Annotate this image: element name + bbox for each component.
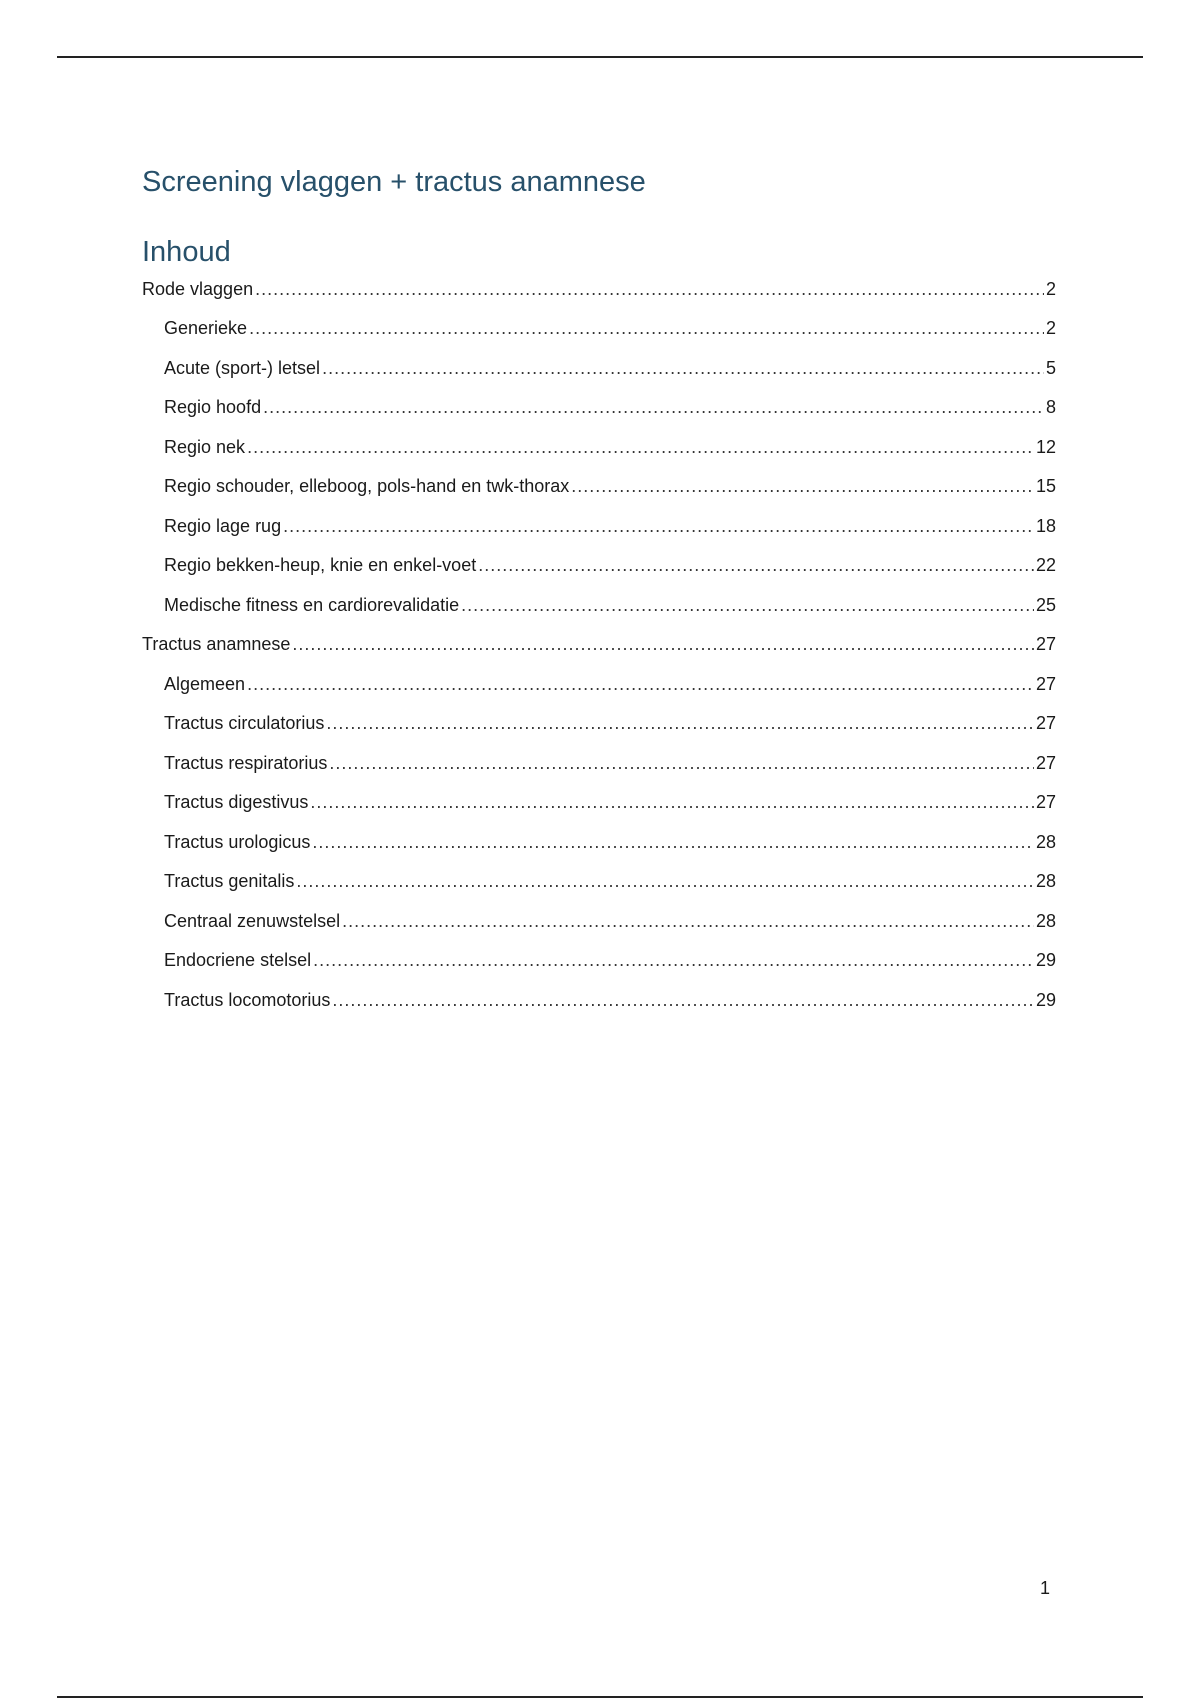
toc-entry-page: 28 <box>1035 832 1056 852</box>
toc-entry-page: 18 <box>1035 516 1056 536</box>
toc-dot-leader <box>310 788 1034 816</box>
toc-entry-page: 27 <box>1035 753 1056 773</box>
toc-entry[interactable] <box>164 472 1056 500</box>
toc-dot-leader <box>255 275 1044 303</box>
toc-entry-page: 29 <box>1035 950 1056 970</box>
toc-entry-page: 8 <box>1045 397 1056 417</box>
toc-entry[interactable] <box>164 867 1056 895</box>
toc-entry-label: Endocriene stelsel <box>164 950 312 970</box>
toc-entry-label: Tractus locomotorius <box>164 990 331 1010</box>
toc-entry-label: Rode vlaggen <box>142 279 254 299</box>
toc-dot-leader <box>332 986 1034 1014</box>
toc-entry-page: 29 <box>1035 990 1056 1010</box>
toc-dot-leader <box>249 314 1044 342</box>
toc-entry-label: Tractus anamnese <box>142 634 291 654</box>
toc-dot-leader <box>263 393 1044 421</box>
toc-entry-page: 22 <box>1035 555 1056 575</box>
toc-entry-label: Regio schouder, elleboog, pols-hand en twk-thorax <box>164 476 570 496</box>
toc-entry-label: Medische fitness en cardiorevalidatie <box>164 595 460 615</box>
toc-dot-leader <box>312 828 1034 856</box>
toc-entry-page: 27 <box>1035 674 1056 694</box>
toc-entry-page: 27 <box>1035 792 1056 812</box>
toc-entry[interactable] <box>164 670 1056 698</box>
toc-entry-page: 5 <box>1045 358 1056 378</box>
toc-dot-leader <box>342 907 1034 935</box>
header-rule <box>57 56 1143 58</box>
toc-entry[interactable] <box>164 433 1056 461</box>
toc-dot-leader <box>283 512 1034 540</box>
toc-entry-label: Tractus respiratorius <box>164 753 328 773</box>
toc-entry-label: Algemeen <box>164 674 246 694</box>
footer-rule <box>57 1696 1143 1698</box>
toc-entry-label: Centraal zenuwstelsel <box>164 911 341 931</box>
toc-entry-page: 28 <box>1035 871 1056 891</box>
toc-entry[interactable] <box>164 393 1056 421</box>
toc-entry[interactable] <box>164 749 1056 777</box>
toc-entry[interactable] <box>164 354 1056 382</box>
toc-entry-page: 2 <box>1045 279 1056 299</box>
toc-entry-page: 2 <box>1045 318 1056 338</box>
toc-entry[interactable] <box>142 275 1056 303</box>
toc-dot-leader <box>292 630 1034 658</box>
toc-entry[interactable] <box>164 551 1056 579</box>
toc-entry[interactable] <box>164 591 1056 619</box>
toc-dot-leader <box>322 354 1044 382</box>
toc-dot-leader <box>461 591 1034 619</box>
toc-entry-label: Tractus circulatorius <box>164 713 325 733</box>
page-number: 1 <box>1040 1578 1051 1598</box>
toc-entry[interactable] <box>164 946 1056 974</box>
toc-heading: Inhoud <box>142 236 231 268</box>
document-title: Screening vlaggen + tractus anamnese <box>142 166 646 198</box>
toc-entry-page: 15 <box>1035 476 1056 496</box>
toc-dot-leader <box>329 749 1034 777</box>
toc-entry-label: Regio nek <box>164 437 246 457</box>
toc-entry-label: Tractus genitalis <box>164 871 295 891</box>
toc-dot-leader <box>478 551 1034 579</box>
toc-entry-label: Tractus urologicus <box>164 832 311 852</box>
toc-entry-label: Regio hoofd <box>164 397 262 417</box>
toc-entry-page: 27 <box>1035 634 1056 654</box>
toc-dot-leader <box>313 946 1034 974</box>
toc-dot-leader <box>247 433 1034 461</box>
toc-entry[interactable] <box>142 630 1056 658</box>
toc-entry-page: 28 <box>1035 911 1056 931</box>
toc-entry-label: Tractus digestivus <box>164 792 309 812</box>
toc-entry[interactable] <box>164 709 1056 737</box>
toc-dot-leader <box>571 472 1034 500</box>
toc-dot-leader <box>296 867 1034 895</box>
toc-dot-leader <box>326 709 1034 737</box>
toc-entry[interactable] <box>164 512 1056 540</box>
toc-entry[interactable] <box>164 788 1056 816</box>
toc-entry-page: 25 <box>1035 595 1056 615</box>
toc-entry-label: Acute (sport-) letsel <box>164 358 321 378</box>
toc-entry[interactable] <box>164 907 1056 935</box>
toc-dot-leader <box>247 670 1034 698</box>
toc-entry-page: 12 <box>1035 437 1056 457</box>
toc-entry-label: Regio bekken-heup, knie en enkel-voet <box>164 555 477 575</box>
toc-entry[interactable] <box>164 828 1056 856</box>
toc-entry-page: 27 <box>1035 713 1056 733</box>
toc-entry-label: Generieke <box>164 318 248 338</box>
toc-entry[interactable] <box>164 314 1056 342</box>
toc-entry-label: Regio lage rug <box>164 516 282 536</box>
toc-entry[interactable] <box>164 986 1056 1014</box>
